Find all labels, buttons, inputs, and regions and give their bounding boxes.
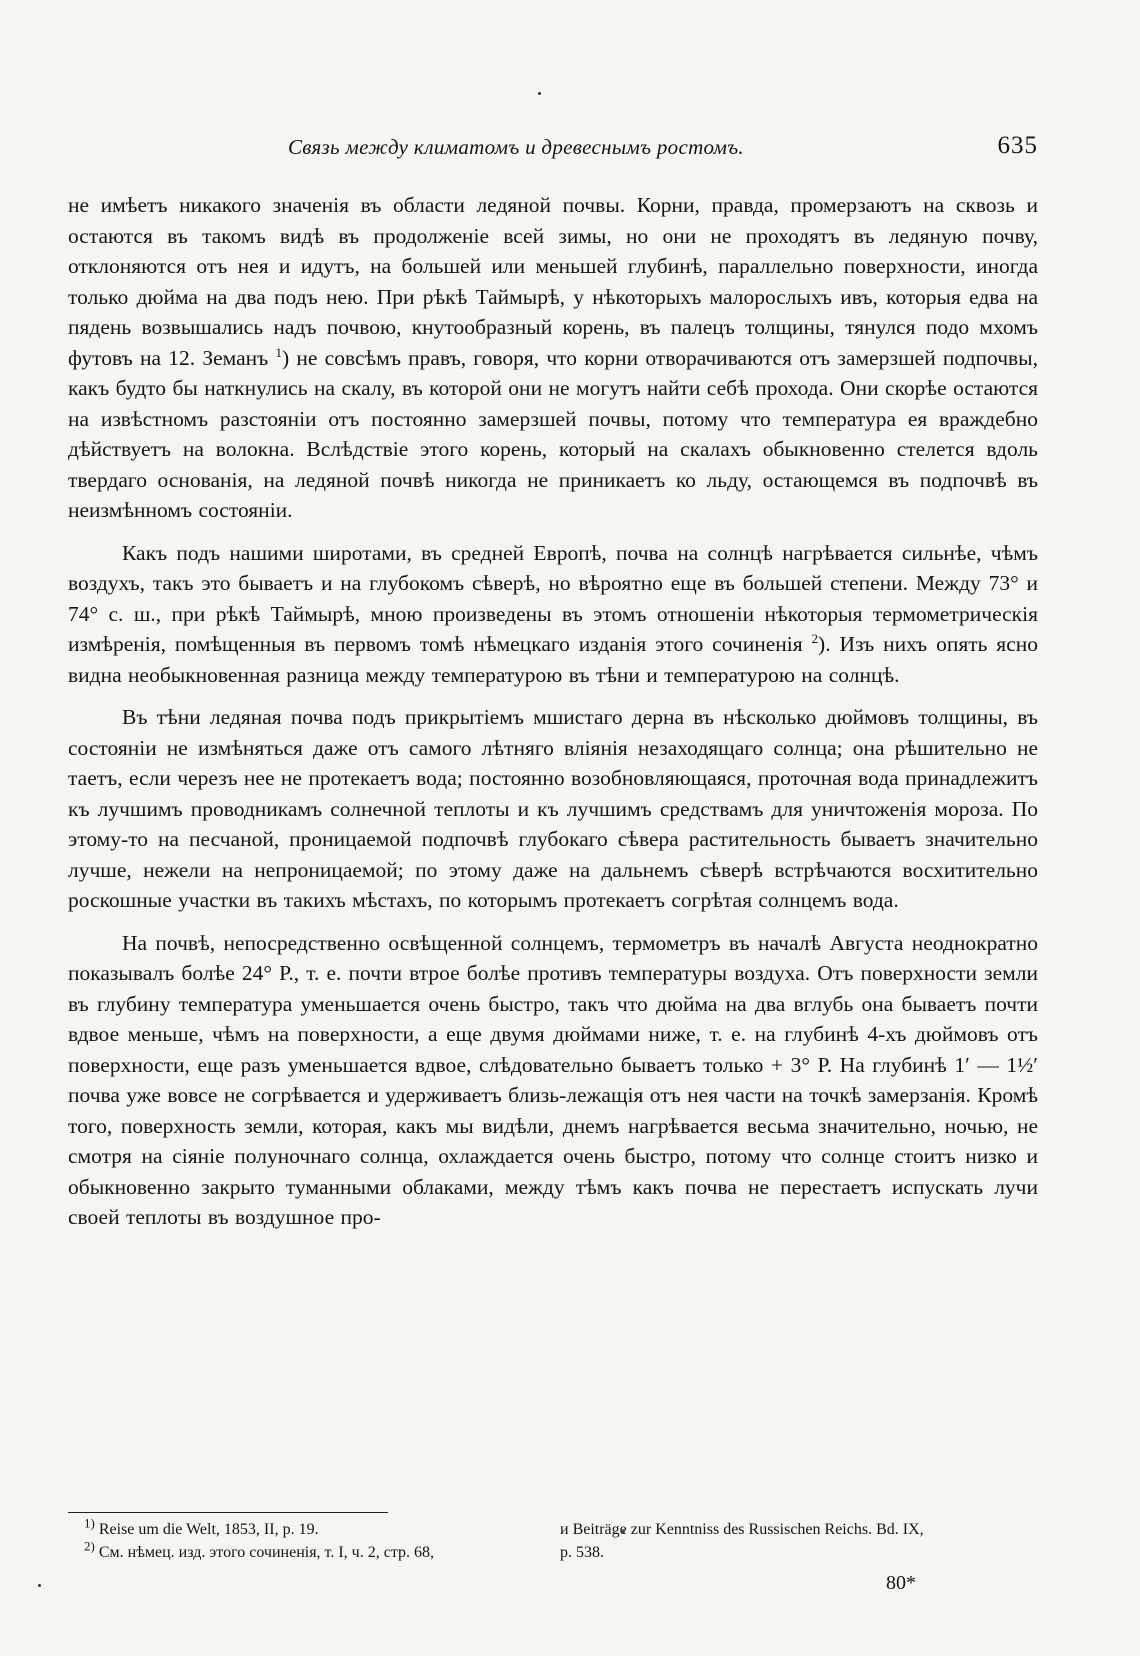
footnote-2-continuation: p. 538.	[560, 1544, 604, 1561]
footnote-2	[84, 1538, 554, 1564]
footnote-reference: 2	[811, 630, 819, 646]
footnotes-right-column	[560, 1518, 1038, 1564]
paragraph	[68, 538, 1038, 691]
paragraph-text: ). Изъ нихъ опять ясно видна необыкновенная разница между температурою въ тѣни и температурою на солнцѣ.	[68, 632, 1038, 687]
paragraph	[68, 190, 1038, 526]
paragraph-text: не имѣетъ никакого значенія въ области ледяной почвы. Корни, правда, промерзаютъ на сквозь и остаются въ такомъ видѣ въ продолженіе всей зимы, но они не проходятъ въ ледяную почву, отклоняются отъ нея и идутъ, на большей или меньшей глубинѣ, параллельно поверхности, иногда только дюйма на два подъ нею. При рѣкѣ Таймырѣ, у нѣкоторыхъ малорослыхъ ивъ, которыя едва на пядень возвышались надъ почвою, кнутообразный корень, въ палецъ толщины, тянулся подо мхомъ футовъ на 12. Земанъ	[68, 193, 1038, 370]
paragraph	[68, 928, 1038, 1233]
footnote-2-mark: 2)	[84, 1538, 95, 1554]
print-speck	[538, 92, 541, 95]
footnote-1-text: Reise um die Welt, 1853, II, p. 19.	[94, 1521, 319, 1538]
print-speck	[38, 1584, 41, 1587]
paragraph-text: Какъ подъ нашими широтами, въ средней Европѣ, почва на солнцѣ нагрѣвается сильнѣе, чѣмъ воздухъ, такъ это бываетъ и на глубокомъ сѣверѣ, но вѣроятно еще въ большей степени. Между 73° и 74° с. ш., при рѣкѣ Таймырѣ, мною произведены въ этомъ отношеніи нѣкоторыя термометрическія измѣренія, помѣщенныя въ первомъ томѣ нѣмецкаго изданія этого сочиненія	[68, 540, 1038, 656]
paragraph-text: ) не совсѣмъ правъ, говоря, что корни отворачиваются отъ замерзшей подпочвы, какъ будто бы наткнулись на скалу, въ которой они не могутъ найти себѣ прохода. Они скорѣе остаются на извѣстномъ разстояніи отъ постоянно замерзшей почвы, потому что температура ея враждебно дѣйствуетъ на волокна. Вслѣдствіе этого корень, который на скалахъ обыкновенно стелется вдоль твердаго основанія, на ледяной почвѣ никогда не приникаетъ ко льду, остающемся въ подпочвѣ въ неизмѣнномъ состояніи.	[68, 345, 1038, 522]
footnote-1	[84, 1515, 554, 1541]
running-title: Связь между климатомъ и древеснымъ ростомъ.	[288, 135, 744, 159]
paragraph-text: Въ тѣни ледяная почва подъ прикрытіемъ мшистаго дерна въ нѣсколько дюймовъ толщины, въ состояніи не измѣняться даже отъ самого лѣтняго вліянія незаходящаго солнца; она рѣшительно не таетъ, если черезъ нее не протекаетъ вода; постоянно возобновляющаяся, проточная вода принадлежитъ къ лучшимъ проводникамъ солнечной теплоты и къ лучшимъ средствамъ для уничтоженія мороза. По этому-то на песчаной, проницаемой подпочвѣ глубокаго сѣвера растительность бываетъ значительно лучше, нежели на непроницаемой; по этому даже на дальнемъ сѣверѣ встрѣчаются восхитительно роскошные участки въ такихъ мѣстахъ, по которымъ протекаетъ согрѣтая солнцемъ вода.	[68, 705, 1038, 912]
body-text	[68, 190, 1038, 1245]
printer-signature: 80*	[886, 1572, 916, 1594]
paragraph	[68, 702, 1038, 916]
footnote-2-text: См. нѣмец. изд. этого сочиненія, т. I, ч. 2, стр. 68,	[94, 1544, 435, 1561]
page-number: 635	[997, 132, 1038, 159]
running-head	[68, 132, 1038, 169]
footnotes-left-column	[84, 1515, 554, 1564]
footnote-1-continuation: и Beiträge zur Kenntniss des Russischen Reichs. Bd. IX,	[560, 1521, 924, 1538]
footnote-rule	[68, 1512, 388, 1513]
paragraph-text: На почвѣ, непосредственно освѣщенной солнцемъ, термометръ въ началѣ Августа неоднократно показывалъ болѣе 24° Р., т. е. почти втрое болѣе противъ температуры воздуха. Отъ поверхности земли въ глубину температура уменьшается очень быстро, такъ что дюйма на два вглубь она бываетъ почти вдвое меньше, чѣмъ на поверхности, а еще двумя дюймами ниже, т. е. на глубинѣ 4-хъ дюймовъ отъ поверхности, еще разъ уменьшается вдвое, слѣдовательно бываетъ только + 3° Р. На глубинѣ 1′ — 1½′ почва уже вовсе не согрѣвается и удерживаетъ близь-лежащія отъ нея части на точкѣ замерзанія. Кромѣ того, поверхность земли, которая, какъ мы видѣли, днемъ нагрѣвается весьма значительно, ночью, не смотря на сіяніе полуночнаго солнца, охлаждается очень быстро, потому что солнце стоитъ низко и обыкновенно закрыто туманными облаками, между тѣмъ какъ почва не перестаетъ испускать лучи своей теплоты въ воздушное про-	[68, 930, 1038, 1229]
footnote-1-mark: 1)	[84, 1515, 95, 1531]
footnote-reference: 1	[275, 344, 283, 360]
